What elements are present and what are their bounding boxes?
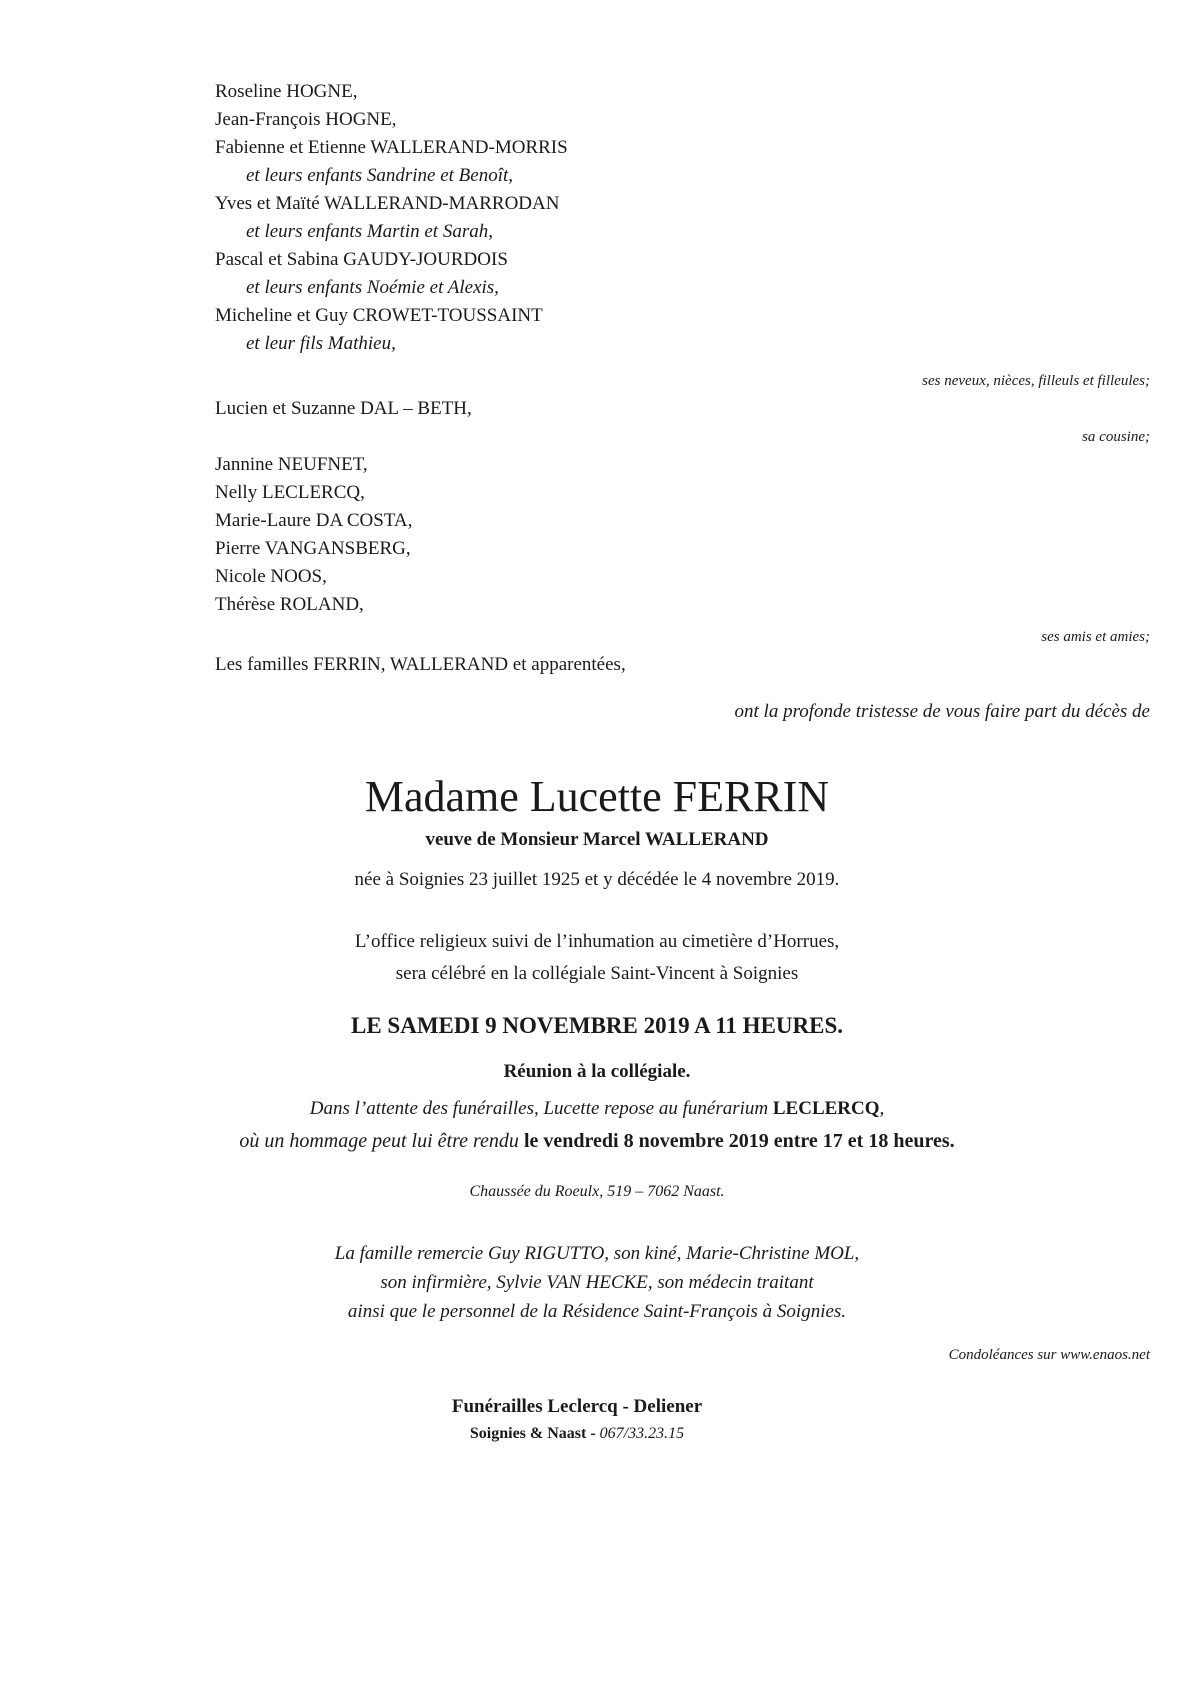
funeral-home-leclercq: LECLERCQ (772, 1098, 880, 1119)
visitation-text-1: Dans l’attente des funérailles, Lucette repose au funérarium (309, 1098, 773, 1119)
widow-line: veuve de Monsieur Marcel WALLERAND (425, 829, 769, 850)
deceased-name: Madame Lucette FERRIN (364, 772, 830, 821)
friend-1: Jannine NEUFNET, (215, 454, 368, 475)
ceremony-line-1: L’office religieux suivi de l’inhumation au cimetière d’Horrues, (354, 931, 840, 952)
relation-friends: ses amis et amies; (1041, 629, 1150, 645)
meeting-line: Réunion à la collégiale. (503, 1061, 691, 1082)
friend-6: Thérèse ROLAND, (215, 594, 364, 615)
relation-nephews: ses neveux, nièces, filleuls et filleules; (922, 373, 1150, 389)
family-children-5: et leurs enfants Noémie et Alexis, (246, 277, 499, 298)
visitation-address: Chaussée du Roeulx, 519 – 7062 Naast. (469, 1183, 725, 1200)
cousin-name: Lucien et Suzanne DAL – BETH, (215, 398, 472, 419)
relation-cousin: sa cousine; (1082, 429, 1150, 445)
family-name-2: Jean-François HOGNE, (215, 109, 397, 130)
dates-line: née à Soignies 23 juillet 1925 et y décédée le 4 novembre 2019. (354, 869, 840, 890)
thanks-line-2: son infirmière, Sylvie VAN HECKE, son médecin traitant (380, 1272, 814, 1293)
family-children-3: et leurs enfants Sandrine et Benoît, (246, 165, 514, 186)
funeral-home-name: Funérailles Leclercq - Deliener (451, 1396, 703, 1417)
funeral-home-phone: 067/33.23.15 (599, 1425, 685, 1442)
condolences-line: Condoléances sur www.enaos.net (948, 1347, 1150, 1363)
visitation-line-2 (0, 1127, 1194, 1155)
friend-3: Marie-Laure DA COSTA, (215, 510, 413, 531)
families-line: Les familles FERRIN, WALLERAND et apparentées, (215, 654, 626, 675)
funeral-home-contact (0, 1420, 1194, 1448)
thanks-line-1: La famille remercie Guy RIGUTTO, son kiné, Marie-Christine MOL, (334, 1243, 860, 1264)
visitation-line-1 (0, 1095, 1194, 1123)
friend-5: Nicole NOOS, (215, 566, 327, 587)
visitation-comma: , (879, 1098, 885, 1119)
visitation-time: le vendredi 8 novembre 2019 entre 17 et 18 heures. (523, 1130, 955, 1152)
family-children-6: et leur fils Mathieu, (246, 333, 396, 354)
announcement-line: ont la profonde tristesse de vous faire part du décès de (734, 701, 1150, 722)
funeral-home-location: Soignies & Naast - (469, 1425, 600, 1442)
friend-2: Nelly LECLERCQ, (215, 482, 365, 503)
family-name-1: Roseline HOGNE, (215, 81, 358, 102)
family-children-4: et leurs enfants Martin et Sarah, (246, 221, 493, 242)
family-name-6: Micheline et Guy CROWET-TOUSSAINT (215, 305, 543, 326)
ceremony-line-2: sera célébré en la collégiale Saint-Vincent à Soignies (395, 963, 799, 984)
ceremony-date: LE SAMEDI 9 NOVEMBRE 2019 A 11 HEURES. (350, 1013, 844, 1038)
friend-4: Pierre VANGANSBERG, (215, 538, 411, 559)
family-name-4: Yves et Maïté WALLERAND-MARRODAN (215, 193, 560, 214)
family-name-5: Pascal et Sabina GAUDY-JOURDOIS (215, 249, 508, 270)
thanks-line-3: ainsi que le personnel de la Résidence Saint-François à Soignies. (347, 1301, 847, 1322)
family-name-3: Fabienne et Etienne WALLERAND-MORRIS (215, 137, 568, 158)
visitation-text-2: où un hommage peut lui être rendu (239, 1130, 524, 1152)
